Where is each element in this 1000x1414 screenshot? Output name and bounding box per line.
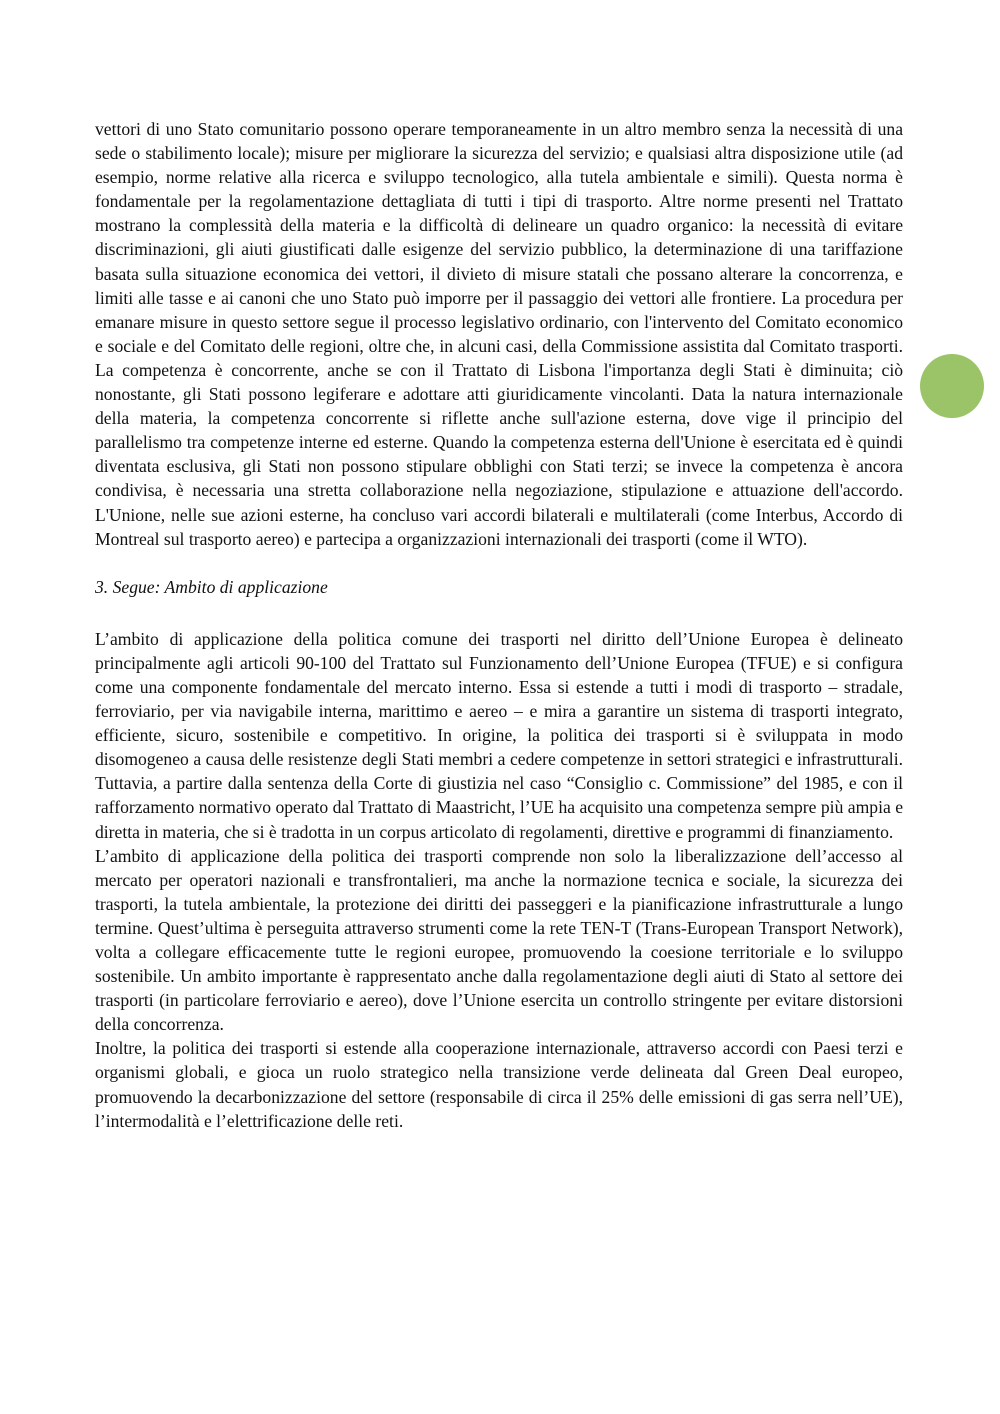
section-heading: 3. Segue: Ambito di applicazione	[95, 576, 328, 597]
page-marker-dot	[920, 354, 984, 418]
page-content	[95, 117, 903, 1133]
paragraph-scope-of-application: L’ambito di applicazione della politica comune dei trasporti nel diritto dell’Unione Europea è delineato principalmente agli articoli 90-100 del Trattato sul Funzionamento dell’Unione Europea (TFUE) e si configura come una componente fondamentale del mercato interno. Essa si estende a tutti i modi di trasporto – stradale, ferroviario, per via navigabile interna, marittimo e aereo – e mira a garantire un sistema di trasporti integrato, efficiente, sicuro, sostenibile e competitivo. In origine, la politica dei trasporti si è sviluppata in modo disomogeneo a causa delle resistenze degli Stati membri a cedere competenze in settori strategici e infrastrutturali. Tuttavia, a partire dalla sentenza della Corte di giustizia nel caso “Consiglio c. Commissione” del 1985, e con il rafforzamento normativo operato dal Trattato di Maastricht, l’UE ha acquisito una competenza sempre più ampia e diretta in materia, che si è tradotta in un corpus articolato di regolamenti, direttive e programmi di finanziamento.	[95, 628, 903, 842]
paragraph-international-cooperation: Inoltre, la politica dei trasporti si estende alla cooperazione internazionale, attraverso accordi con Paesi terzi e organismi globali, e gioca un ruolo strategico nella transizione verde delineata dal Green Deal europeo, promuovendo la decarbonizzazione del settore (responsabile di circa il 25% delle emissioni di gas serra nell’UE), l’intermodalità e l’elettrificazione delle reti.	[95, 1038, 903, 1131]
paragraph-scope-details: L’ambito di applicazione della politica dei trasporti comprende non solo la liberalizzazione dell’accesso al mercato per operatori nazionali e transfrontalieri, ma anche la normazione tecnica e sociale, la sicurezza dei trasporti, la tutela ambientale, la protezione dei diritti dei passeggeri e la pianificazione infrastrutturale a lungo termine. Quest’ultima è perseguita attraverso strumenti come la rete TEN-T (Trans-European Transport Network), volta a collegare efficacemente tutte le regioni europee, promuovendo la coesione territoriale e lo sviluppo sostenibile. Un ambito importante è rappresentato anche dalla regolamentazione degli aiuti di Stato al settore dei trasporti (in particolare ferroviario e aereo), dove l’Unione esercita un controllo stringente per evitare distorsioni della concorrenza.	[95, 845, 903, 1035]
paragraph-transport-competence: vettori di uno Stato comunitario possono operare temporaneamente in un altro membro senza la necessità di una sede o stabilimento locale); misure per migliorare la sicurezza del servizio; e qualsiasi altra disposizione utile (ad esempio, norme relative alla ricerca e sviluppo tecnologico, alla tutela ambientale e simili). Questa norma è fondamentale per la regolamentazione dettagliata di tutti i tipi di trasporto. Altre norme presenti nel Trattato mostrano la complessità della materia e la difficoltà di delineare un quadro organico: la necessità di evitare discriminazioni, gli aiuti giustificati dalle esigenze del servizio pubblico, la determinazione di una tariffazione basata sulla situazione economica dei vettori, il divieto di misure statali che possano alterare la concorrenza, e limiti alle tasse e ai canoni che uno Stato può imporre per il passaggio dei vettori alle frontiere. La procedura per emanare misure in questo settore segue il processo legislativo ordinario, con l'intervento del Comitato economico e sociale e del Comitato delle regioni, oltre che, in alcuni casi, della Commissione assistita dal Comitato trasporti. La competenza è concorrente, anche se con il Trattato di Lisbona l'importanza degli Stati è diminuita; ciò nonostante, gli Stati possono legiferare e adottare atti giuridicamente vincolanti. Data la natura internazionale della materia, la competenza concorrente si riflette anche sull'azione esterna, dove vige il principio del parallelismo tra competenze interne ed esterne. Quando la competenza esterna dell'Unione è esercitata ed è quindi diventata esclusiva, gli Stati non possono stipulare obblighi con Stati terzi; se invece la competenza è ancora condivisa, è necessaria una stretta collaborazione nella negoziazione, stipulazione e attuazione dell'accordo. L'Unione, nelle sue azioni esterne, ha concluso vari accordi bilaterali e multilaterali (come Interbus, Accordo di Montreal sul trasporto aereo) e partecipa a organizzazioni internazionali dei trasporti (come il WTO).	[95, 119, 903, 549]
